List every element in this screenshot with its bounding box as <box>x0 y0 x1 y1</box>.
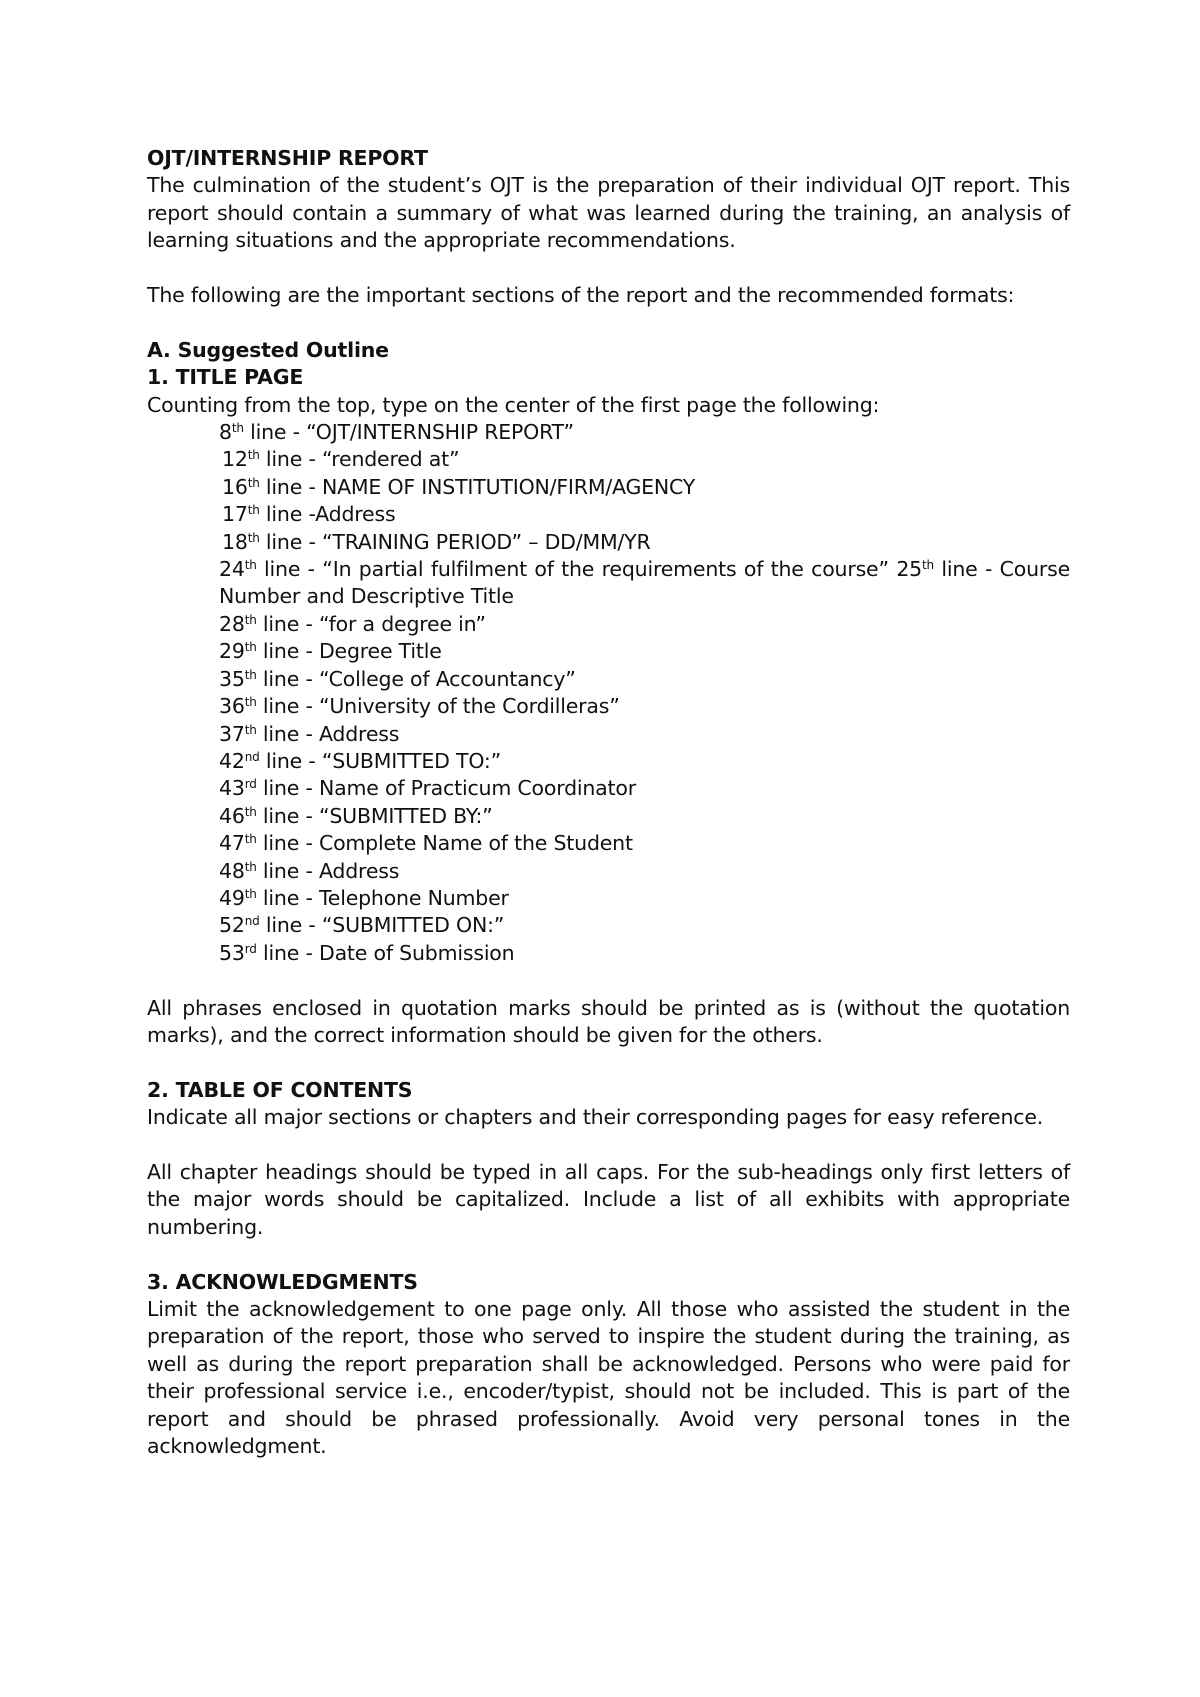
title-line-item: 29th line - Degree Title <box>219 639 442 664</box>
title-line-item: 52nd line - “SUBMITTED ON:” <box>219 913 505 938</box>
title-line-item: 49th line - Telephone Number <box>219 885 509 910</box>
toc-paragraph-2: All chapter headings should be typed in all caps. For the sub-headings only first letters of the major words should be capitalized. Include a list of all exhibits with appropriate numbering. <box>147 1159 1070 1239</box>
title-line-item: 43rd line - Name of Practicum Coordinator <box>219 776 636 801</box>
title-page-line-list <box>147 419 1070 967</box>
suggested-outline-heading: A. Suggested Outline <box>147 337 389 362</box>
title-page-heading: 1. TITLE PAGE <box>147 365 304 390</box>
acknowledgments-paragraph: Limit the acknowledgement to one page only. All those who assisted the student in the preparation of the report, those who served to inspire the student during the training, as well as during the report preparation shall be acknowledged. Persons who were paid for their professional service i.e., encoder/typist, should not be included. This is part of the report and should be phrased professionally. Avoid very personal tones in the acknowledgment. <box>147 1296 1070 1458</box>
title-line-item: 16th line - NAME OF INSTITUTION/FIRM/AGENCY <box>222 474 696 499</box>
document-page <box>147 145 1070 1460</box>
title-page-instruction: Counting from the top, type on the center of the first page the following: <box>147 392 880 417</box>
title-line-item: 17th line -Address <box>222 502 396 527</box>
title-line-item: 48th line - Address <box>219 858 400 883</box>
title-line-item: 28th line - “for a degree in” <box>219 611 486 636</box>
title-line-item: 35th line - “College of Accountancy” <box>219 666 576 691</box>
quotation-note-paragraph: All phrases enclosed in quotation marks should be printed as is (without the quotation marks), and the correct information should be given for the others. <box>147 995 1070 1047</box>
title-line-item: 36th line - “University of the Cordilleras” <box>219 694 620 719</box>
intro-paragraph: The culmination of the student’s OJT is the preparation of their individual OJT report. This report should contain a summary of what was learned during the training, an analysis of learning situations and the appropriate recommendations. <box>147 173 1070 253</box>
title-line-item: 53rd line - Date of Submission <box>219 940 515 965</box>
toc-heading: 2. TABLE OF CONTENTS <box>147 1077 413 1102</box>
acknowledgments-heading: 3. ACKNOWLEDGMENTS <box>147 1269 418 1294</box>
title-line-item: 18th line - “TRAINING PERIOD” – DD/MM/YR <box>222 529 651 554</box>
title-line-item: 12th line - “rendered at” <box>222 447 460 472</box>
sections-intro-paragraph: The following are the important sections of the report and the recommended formats: <box>147 283 1015 308</box>
title-line-item: 46th line - “SUBMITTED BY:” <box>219 803 493 828</box>
title-line-item: 37th line - Address <box>219 721 400 746</box>
title-line-item: 24th line - “In partial fulfilment of the requirements of the course” 25th line - Course Number and Descriptive Title <box>219 557 1071 609</box>
title-line-item: 8th line - “OJT/INTERNSHIP REPORT” <box>219 420 574 445</box>
title-line-item: 42nd line - “SUBMITTED TO:” <box>219 748 502 773</box>
title-line-item: 47th line - Complete Name of the Student <box>219 831 633 856</box>
report-title: OJT/INTERNSHIP REPORT <box>147 146 428 170</box>
toc-paragraph-1: Indicate all major sections or chapters and their corresponding pages for easy reference. <box>147 1105 1044 1130</box>
